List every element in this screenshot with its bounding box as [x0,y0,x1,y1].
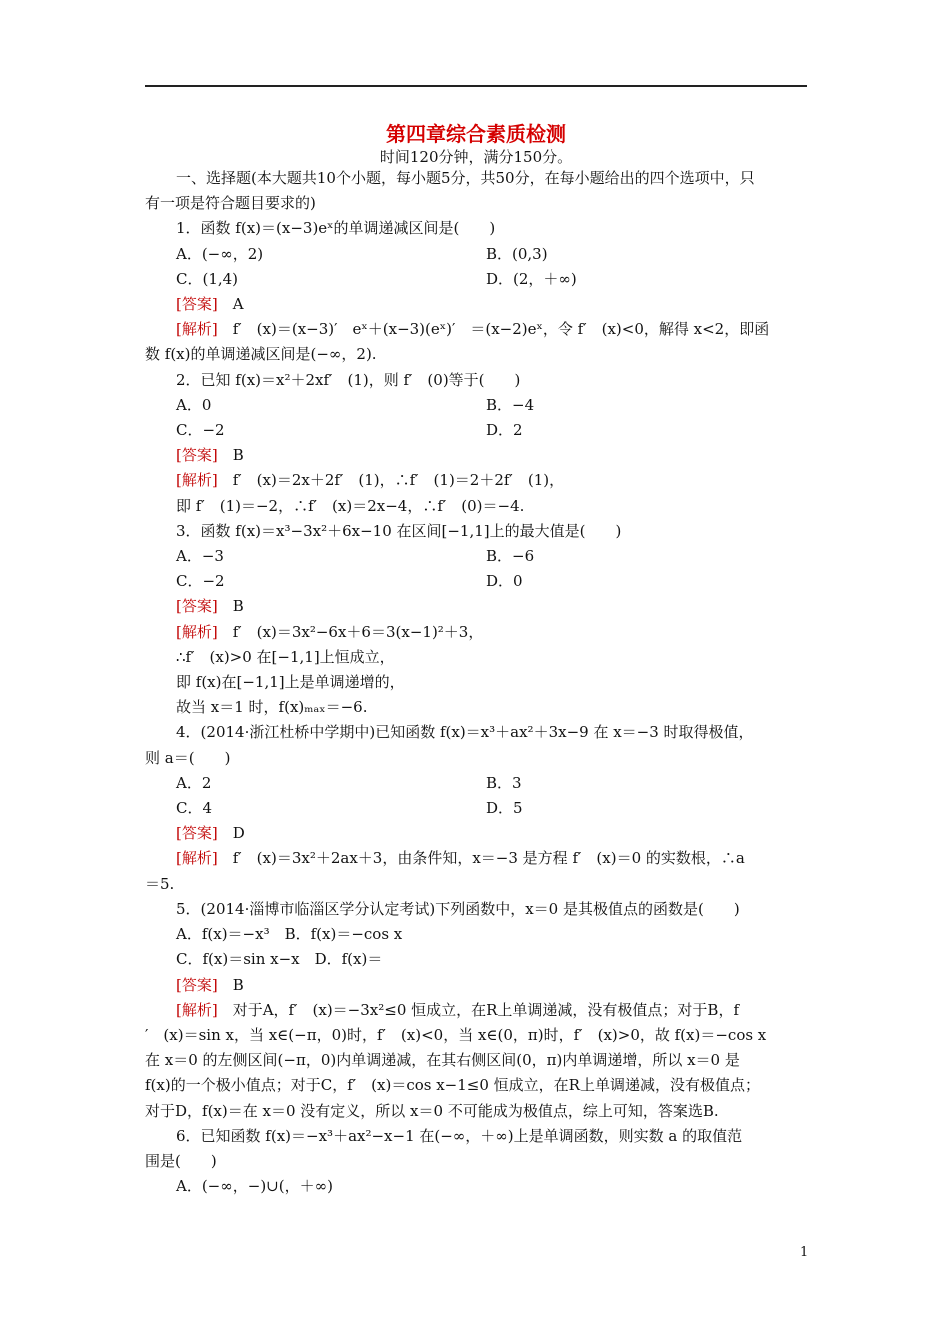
question-1-analysis [145,317,807,342]
option-a: A．(−∞，2) [176,244,264,263]
analysis-text: f′ (x)＝3x²−6x＋6＝3(x−1)²＋3， [217,622,484,641]
question-3-options-row1 [145,544,807,569]
option-d: D．5 [486,799,523,818]
answer-value: B [232,597,244,616]
option-d: D．0 [486,572,523,591]
section-heading: 一、选择题(本大题共10个小题，每小题5分，共50分，在每小题给出的四个选项中，只 [176,169,755,187]
option-a: A．−3 [176,547,224,566]
question-6-option-a: A．(−∞，−)∪(，＋∞) [176,1177,333,1196]
option-c: C．−2 [176,572,225,591]
document-body [145,120,807,1199]
section-heading-cont: 有一项是符合题目要求的) [145,194,316,213]
option-d: D．(2，＋∞) [486,269,577,288]
option-a: A．0 [176,395,212,414]
question-2-answer [145,443,807,468]
question-2-analysis-cont: 即 f′ (1)＝−2，∴f′ (x)＝2x−4，∴f′ (0)＝−4. [176,496,525,515]
answer-value: B [232,446,244,465]
option-c: C．4 [176,799,213,818]
question-5-analysis-cont: 在 x＝0 的左侧区间(−π，0)内单调递减，在其右侧区间(0，π)内单调递增，所以 x＝0 是 [145,1051,740,1070]
question-3-analysis-cont: 即 f(x)在[−1,1]上是单调递增的， [176,673,405,692]
question-5-analysis-cont: ′ (x)＝sin x，当 x∈(−π，0)时，f′ (x)<0，当 x∈(0，π)时，f′ (x)>0，故 f(x)＝−cos x [145,1025,767,1044]
answer-tag: [答案] [176,824,218,843]
answer-value: D [232,824,245,843]
page-title: 第四章综合素质检测 [386,122,566,146]
analysis-tag: [解析] [176,1000,218,1019]
analysis-text: f′ (x)＝(x−3)′ eˣ＋(x−3)(eˣ)′ ＝(x−2)eˣ，令 f′ (x)<0，解得 x<2，即函 [217,320,770,339]
analysis-text: f′ (x)＝2x＋2f′ (1)，∴f′ (1)＝2＋2f′ (1)， [217,471,565,490]
page-number: 1 [800,1245,809,1260]
question-5-analysis-cont: 对于D，f(x)＝在 x＝0 没有定义，所以 x＝0 不可能成为极值点，综上可知，答案选B. [145,1101,719,1120]
question-5-stem: 5．(2014·淄博市临淄区学分认定考试)下列函数中，x＝0 是其极值点的函数是( ) [176,899,740,918]
option-c: C．(1,4) [176,269,239,288]
question-5-options-cd: C．f(x)＝sin x−x D．f(x)＝ [176,950,383,969]
question-3-analysis-cont: 故当 x＝1 时，f(x)ₘₐₓ＝−6. [176,698,368,717]
question-2-options-row2 [145,418,807,443]
analysis-tag: [解析] [176,622,218,641]
question-1-analysis-cont: 数 f(x)的单调递减区间是(−∞，2). [145,345,377,364]
question-3-analysis-cont: ∴f′ (x)>0 在[−1,1]上恒成立， [176,647,395,666]
answer-value: B [232,975,244,994]
question-1-options-row2 [145,267,807,292]
question-5-analysis [145,998,807,1023]
question-5-answer [145,973,807,998]
option-b: B．3 [486,773,522,792]
question-4-stem-cont: 则 a＝( ) [145,748,231,767]
question-4-answer [145,821,807,846]
option-b: B．(0,3) [486,244,548,263]
question-4-options-row1 [145,771,807,796]
question-6-stem-cont: 围是( ) [145,1151,217,1170]
question-4-analysis-cont: ＝5. [145,874,175,893]
analysis-tag: [解析] [176,320,218,339]
question-3-stem: 3．函数 f(x)＝x³−3x²＋6x−10 在区间[−1,1]上的最大值是( ) [176,521,622,540]
answer-tag: [答案] [176,597,218,616]
answer-value: A [232,295,244,314]
analysis-tag: [解析] [176,849,218,868]
page-subtitle: 时间120分钟，满分150分。 [379,148,573,166]
analysis-text: 对于A，f′ (x)＝−3x²≤0 恒成立，在R上单调递减，没有极值点；对于B，f [217,1000,740,1019]
option-d: D．2 [486,421,523,440]
answer-tag: [答案] [176,446,218,465]
question-3-analysis [145,620,807,645]
question-1-options-row1 [145,242,807,267]
question-3-answer [145,594,807,619]
question-4-options-row2 [145,796,807,821]
header-rule [145,85,807,87]
question-6-stem: 6．已知函数 f(x)＝−x³＋ax²−x−1 在(−∞，＋∞)上是单调函数，则实数 a 的取值范 [176,1126,743,1145]
question-4-stem: 4．(2014·浙江杜桥中学期中)已知函数 f(x)＝x³＋ax²＋3x−9 在 x＝−3 时取得极值， [176,723,754,742]
question-1-stem: 1．函数 f(x)＝(x−3)eˣ的单调递减区间是( ) [176,219,496,238]
answer-tag: [答案] [176,975,218,994]
question-5-analysis-cont: f(x)的一个极小值点；对于C，f′ (x)＝cos x−1≤0 恒成立，在R上单调递减，没有极值点； [145,1076,760,1095]
option-b: B．−4 [486,395,535,414]
answer-tag: [答案] [176,295,218,314]
option-b: B．−6 [486,547,535,566]
question-3-options-row2 [145,569,807,594]
question-4-analysis [145,846,807,871]
question-2-stem: 2．已知 f(x)＝x²＋2xf′ (1)，则 f′ (0)等于( ) [176,370,521,389]
option-c: C．−2 [176,421,225,440]
analysis-text: f′ (x)＝3x²＋2ax＋3，由条件知，x＝−3 是方程 f′ (x)＝0 的实数根，∴a [217,849,745,868]
question-2-options-row1 [145,393,807,418]
question-5-options-ab: A．f(x)＝−x³ B．f(x)＝−cos x [176,925,403,944]
question-2-analysis [145,468,807,493]
question-1-answer [145,292,807,317]
option-a: A．2 [176,773,212,792]
analysis-tag: [解析] [176,471,218,490]
